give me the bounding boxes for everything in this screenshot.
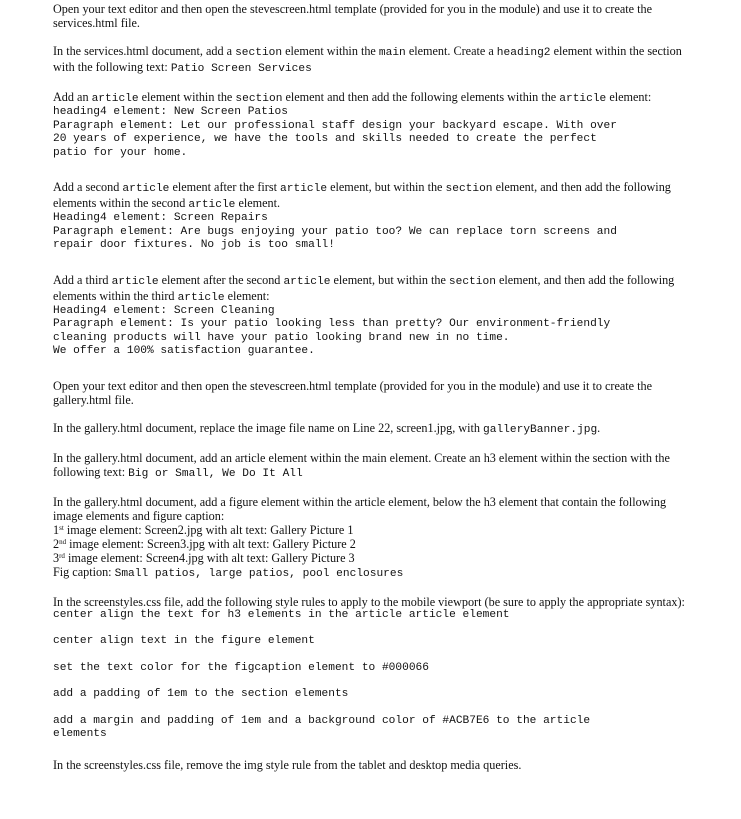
code-line: repair door fixtures. No job is too small! xyxy=(53,239,335,251)
code-line: cleaning products will have your patio looking brand new in no time. xyxy=(53,331,510,344)
instruction-section-heading xyxy=(53,44,693,76)
list-item: 3rd image element: Screen4.jpg with alt text: Gallery Picture 3 xyxy=(53,550,355,565)
list-item: 1st image element: Screen2.jpg with alt text: Gallery Picture 1 xyxy=(53,522,354,537)
code-line: We offer a 100% satisfaction guarantee. xyxy=(53,345,315,357)
css-rule: set the text color for the figcaption element to #000066 xyxy=(53,661,429,674)
list-item: 2nd image element: Screen3.jpg with alt text: Gallery Picture 2 xyxy=(53,536,356,551)
instruction-text: In the services.html document, add a section element within the main element. Create a heading2 element within the section with the following text: Patio Screen Services xyxy=(53,44,682,75)
code-line: Paragraph element: Is your patio looking less than pretty? Our environment-friendly xyxy=(53,318,611,330)
instruction-css-rules xyxy=(53,595,693,742)
instruction-services-file xyxy=(53,2,693,30)
code-line: Heading4 element: Screen Cleaning xyxy=(53,304,275,317)
instruction-gallery-file xyxy=(53,379,693,407)
instruction-text: Open your text editor and then open the stevescreen.html template (provided for you in the module) and use it to create the services.html file. xyxy=(53,2,653,30)
instruction-text: In the gallery.html document, replace the image file name on Line 22, screen1.jpg, with galleryBanner.jpg. xyxy=(53,420,601,436)
code-line: heading4 element: New Screen Patios xyxy=(53,106,288,118)
instruction-gallery-figure xyxy=(53,495,693,581)
instruction-remove-img-rule xyxy=(53,758,693,772)
instruction-second-article xyxy=(53,180,693,253)
instruction-text: In the screenstyles.css file, add the following style rules to apply to the mobile viewport (be sure to apply the appropriate syntax): xyxy=(53,594,685,609)
instruction-text: Open your text editor and then open the stevescreen.html template (provided for you in the module) and use it to create the gallery.html file. xyxy=(53,378,653,407)
css-rule-continued: elements xyxy=(53,728,107,740)
code-line: 20 years of experience, we have the tools and skills needed to create the perfect xyxy=(53,133,597,145)
instruction-text: Add a third article element after the second article element, but within the section element, and then add the following elements within the third article element: xyxy=(53,272,675,304)
fig-caption-line: Fig caption: Small patios, large patios, pool enclosures xyxy=(53,564,404,580)
css-rule: add a margin and padding of 1em and a background color of #ACB7E6 to the article xyxy=(53,714,591,727)
css-rule: center align text in the figure element xyxy=(53,635,315,647)
instruction-gallery-banner xyxy=(53,421,693,437)
instructions-document xyxy=(53,2,693,786)
instruction-text: In the screenstyles.css file, remove the img style rule from the tablet and desktop media queries. xyxy=(53,757,522,772)
instruction-third-article xyxy=(53,273,693,359)
instruction-text: Add a second article element after the first article element, but within the section element, and then add the following elements within the second article element. xyxy=(53,180,671,211)
code-line: Paragraph element: Are bugs enjoying your patio too? We can replace torn screens and xyxy=(53,225,617,238)
css-rule: center align the text for h3 elements in the article article element xyxy=(53,608,510,621)
instruction-gallery-article xyxy=(53,451,693,481)
instruction-text: In the gallery.html document, add a figure element within the article element, below the h3 element that contain the following image elements and figure caption: xyxy=(53,494,667,523)
instruction-text: Add an article element within the section element and then add the following elements within the article element: xyxy=(53,90,652,105)
code-line: Heading4 element: Screen Repairs xyxy=(53,212,268,224)
instruction-first-article xyxy=(53,90,693,160)
css-rule: add a padding of 1em to the section elements xyxy=(53,688,349,700)
code-line: Paragraph element: Let our professional staff design your backyard escape. With over xyxy=(53,119,617,132)
instruction-text: In the gallery.html document, add an article element within the main element. Create an h3 element within the section with the following text: Big or Small, We Do It All xyxy=(53,450,670,480)
code-line: patio for your home. xyxy=(53,146,188,159)
